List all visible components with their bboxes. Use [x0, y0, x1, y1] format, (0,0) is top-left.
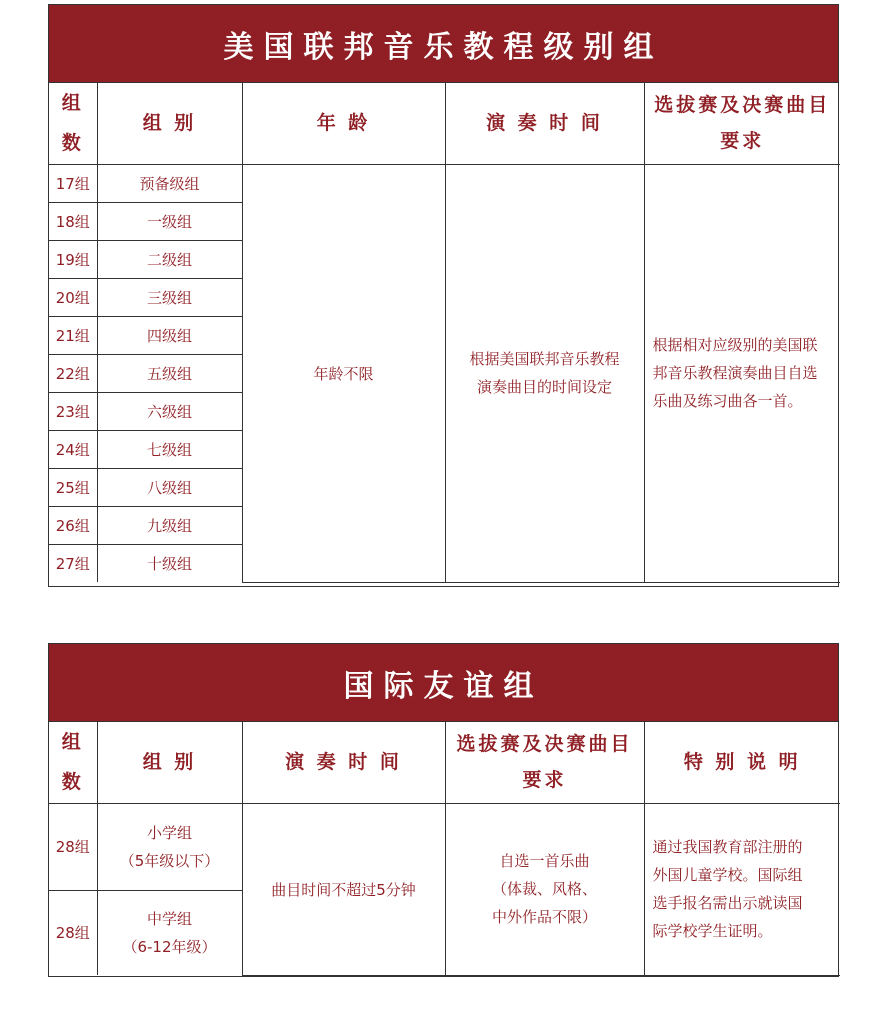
level-groups-grid — [49, 83, 840, 583]
group-name: 中学组 （6-12年级） — [97, 890, 242, 975]
group-number: 23组 — [49, 392, 97, 430]
table-international-title: 国际友谊组 — [49, 644, 838, 722]
group-number: 26组 — [49, 506, 97, 544]
header-group-number: 组 数 — [49, 722, 97, 803]
header-age: 年 龄 — [242, 83, 445, 164]
group-number: 17组 — [49, 164, 97, 202]
group-number: 24组 — [49, 430, 97, 468]
group-name: 九级组 — [97, 506, 242, 544]
header-duration: 演 奏 时 间 — [445, 83, 644, 164]
header-repertoire: 选拔赛及决赛曲目 要求 — [644, 83, 840, 164]
header-duration: 演 奏 时 间 — [242, 722, 445, 803]
group-number: 27组 — [49, 544, 97, 582]
group-name: 一级组 — [97, 202, 242, 240]
group-name: 五级组 — [97, 354, 242, 392]
group-name: 六级组 — [97, 392, 242, 430]
duration-cell: 曲目时间不超过5分钟 — [242, 803, 445, 975]
group-number: 20组 — [49, 278, 97, 316]
group-name: 七级组 — [97, 430, 242, 468]
header-group-name: 组 别 — [97, 722, 242, 803]
group-number: 28组 — [49, 890, 97, 975]
group-name: 预备级组 — [97, 164, 242, 202]
group-name: 十级组 — [97, 544, 242, 582]
group-number: 25组 — [49, 468, 97, 506]
group-number: 18组 — [49, 202, 97, 240]
group-name: 八级组 — [97, 468, 242, 506]
group-number: 19组 — [49, 240, 97, 278]
group-name: 四级组 — [97, 316, 242, 354]
table-level-groups — [48, 4, 839, 587]
group-name: 二级组 — [97, 240, 242, 278]
table-international-groups — [48, 643, 839, 977]
group-number: 28组 — [49, 803, 97, 890]
group-number: 21组 — [49, 316, 97, 354]
international-groups-grid — [49, 722, 840, 976]
notes-cell: 通过我国教育部注册的 外国儿童学校。国际组 选手报名需出示就读国 际学校学生证明。 — [644, 803, 840, 975]
age-cell: 年龄不限 — [242, 164, 445, 582]
table-row — [49, 803, 840, 890]
group-name: 三级组 — [97, 278, 242, 316]
repertoire-cell: 根据相对应级别的美国联 邦音乐教程演奏曲目自选 乐曲及练习曲各一首。 — [644, 164, 840, 582]
group-name: 小学组 （5年级以下） — [97, 803, 242, 890]
table-row — [49, 164, 840, 202]
header-notes: 特 别 说 明 — [644, 722, 840, 803]
group-number: 22组 — [49, 354, 97, 392]
header-row — [49, 83, 840, 164]
header-row — [49, 722, 840, 803]
header-group-name: 组 别 — [97, 83, 242, 164]
repertoire-cell: 自选一首乐曲 （体裁、风格、 中外作品不限） — [445, 803, 644, 975]
header-repertoire: 选拔赛及决赛曲目 要求 — [445, 722, 644, 803]
table-level-groups-title: 美国联邦音乐教程级别组 — [49, 5, 838, 83]
duration-cell: 根据美国联邦音乐教程 演奏曲目的时间设定 — [445, 164, 644, 582]
header-group-number: 组 数 — [49, 83, 97, 164]
